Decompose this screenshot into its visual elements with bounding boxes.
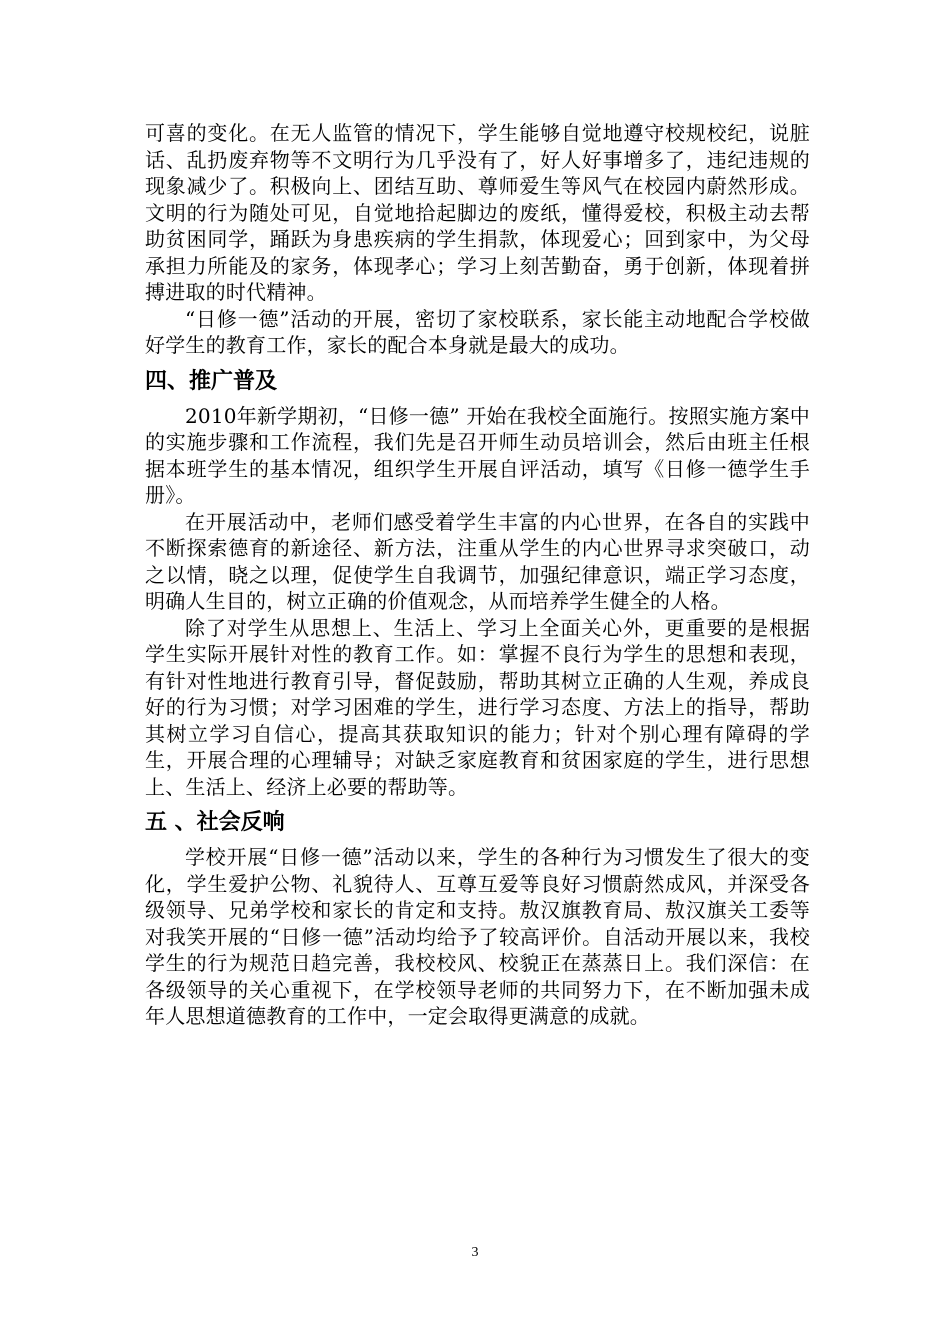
paragraph-home-school: “日修一德”活动的开展，密切了家校联系，家长能主动地配合学校做好学生的教育工作，家长的配合本身就是最大的成功。 bbox=[145, 306, 810, 357]
document-body bbox=[145, 120, 810, 1030]
paragraph-promotion-start: 2010年新学期初，“日修一德” 开始在我校全面施行。按照实施方案中的实施步骤和工作流程，我们先是召开师生动员培训会，然后由班主任根据本班学生的基本情况，组织学生开展自评活动，填写《日修一德学生手册》。 bbox=[145, 403, 810, 507]
section-heading-social-response: 五 、社会反响 bbox=[145, 810, 285, 835]
paragraph-promotion-teachers: 在开展活动中，老师们感受着学生丰富的内心世界，在各自的实践中不断探索德育的新途径、新方法，注重从学生的内心世界寻求突破口，动之以情，晓之以理，促使学生自我调节，加强纪律意识，端正学习态度，明确人生目的，树立正确的价值观念，从而培养学生健全的人格。 bbox=[145, 509, 810, 613]
paragraph-social-response: 学校开展“日修一德”活动以来，学生的各种行为习惯发生了很大的变化，学生爱护公物、礼貌待人、互尊互爱等良好习惯蔚然成风，并深受各级领导、兄弟学校和家长的肯定和支持。敖汉旗教育局、敖汉旗关工委等对我笑开展的“日修一德”活动均给予了较高评价。自活动开展以来，我校学生的行为规范日趋完善，我校校风、校貌正在蒸蒸日上。我们深信：在各级领导的关心重视下，在学校领导老师的共同努力下，在不断加强未成年人思想道德教育的工作中，一定会取得更满意的成就。 bbox=[145, 845, 810, 1028]
paragraph-continuation: 可喜的变化。在无人监管的情况下，学生能够自觉地遵守校规校纪，说脏话、乱扔废弃物等不文明行为几乎没有了，好人好事增多了，违纪违规的现象减少了。积极向上、团结互助、尊师爱生等风气在校园内蔚然形成。文明的行为随处可见，自觉地拾起脚边的废纸，懂得爱校，积极主动去帮助贫困同学，踊跃为身患疾病的学生捐款，体现爱心；回到家中，为父母承担力所能及的家务，体现孝心；学习上刻苦勤奋，勇于创新，体现着拼搏进取的时代精神。 bbox=[145, 121, 810, 304]
page-number: 3 bbox=[471, 1245, 479, 1260]
paragraph-promotion-care: 除了对学生从思想上、生活上、学习上全面关心外，更重要的是根据学生实际开展针对性的教育工作。如：掌握不良行为学生的思想和表现，有针对性地进行教育引导，督促鼓励，帮助其树立正确的人生观，养成良好的行为习惯；对学习困难的学生，进行学习态度、方法上的指导，帮助其树立学习自信心，提高其获取知识的能力；针对个别心理有障碍的学生，开展合理的心理辅导；对缺乏家庭教育和贫困家庭的学生，进行思想上、生活上、经济上必要的帮助等。 bbox=[145, 615, 810, 799]
section-heading-promotion: 四、推广普及 bbox=[145, 368, 278, 394]
